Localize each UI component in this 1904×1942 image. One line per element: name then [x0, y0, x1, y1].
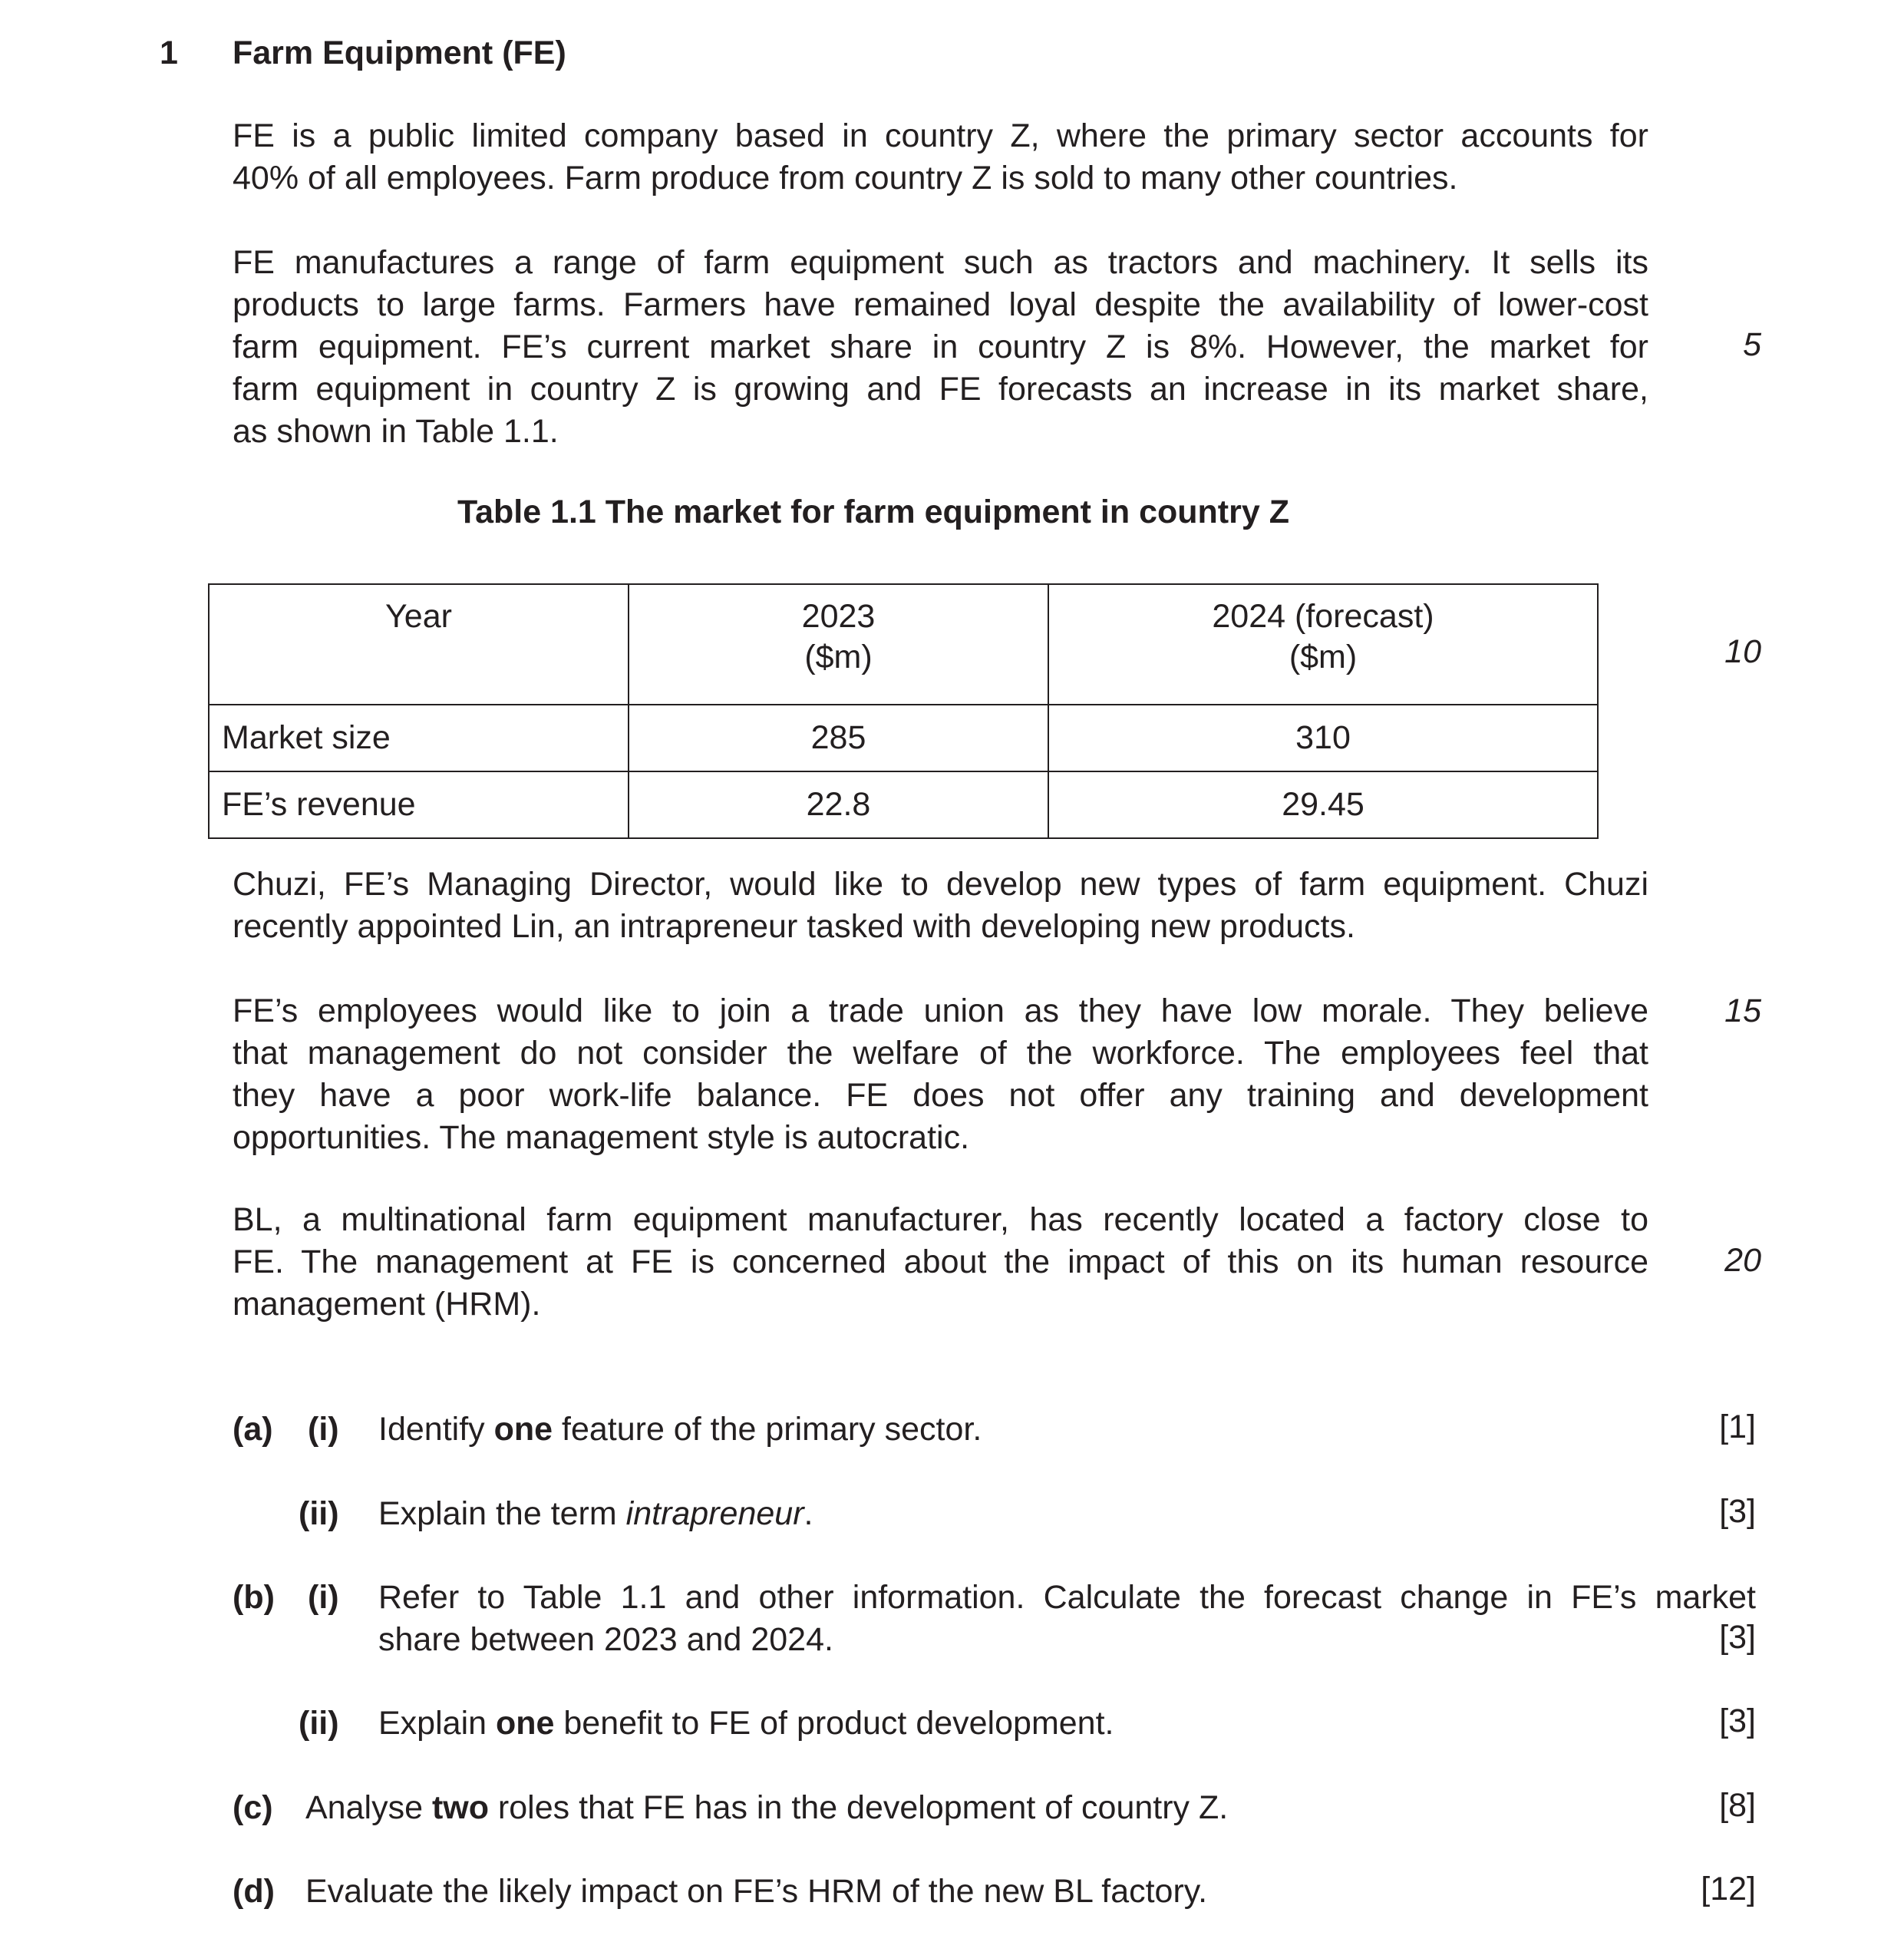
subquestion-b-label: (b) [233, 1579, 275, 1616]
line-number: 15 [1724, 992, 1761, 1029]
market-table [208, 583, 1599, 839]
question-title: Farm Equipment (FE) [233, 35, 566, 71]
paragraph-line: FE is a public limited company based in country Z, where the primary sector accounts for [233, 117, 1648, 154]
paragraph-4 [233, 990, 1648, 1159]
paragraph-line: FE. The management at FE is concerned about the impact of this on its human resource [233, 1243, 1648, 1280]
paragraph-line: Chuzi, FE’s Managing Director, would like to develop new types of farm equipment. Chuzi [233, 866, 1648, 903]
subquestion-d-text: Evaluate the likely impact on FE’s HRM of the new BL factory. [305, 1873, 1208, 1910]
paragraph-2 [233, 242, 1648, 453]
line-number: 20 [1724, 1242, 1761, 1279]
subquestion-c-text: Analyse two roles that FE has in the development of country Z. [305, 1789, 1229, 1826]
table-row [209, 705, 1598, 771]
row-label: FE’s revenue [209, 771, 629, 838]
paragraph-1 [233, 115, 1648, 200]
marks: [1] [1719, 1409, 1756, 1445]
header-2023: 2023 ($m) [629, 584, 1048, 705]
cell-value: 29.45 [1048, 771, 1598, 838]
subquestion-b-i-line: Refer to Table 1.1 and other information. Calculate the forecast change in FE’s market [378, 1579, 1756, 1616]
paragraph-line: FE’s employees would like to join a trade union as they have low morale. They believe [233, 992, 1648, 1029]
paragraph-line: that management do not consider the welfare of the workforce. The employees feel that [233, 1035, 1648, 1072]
paragraph-3 [233, 864, 1648, 948]
subquestion-b-i-label: (i) [308, 1579, 339, 1616]
subquestion-c-label: (c) [233, 1789, 273, 1826]
marks: [3] [1719, 1619, 1756, 1656]
paragraph-line: farm equipment. FE’s current market share in country Z is 8%. However, the market for [233, 329, 1648, 365]
header-2024: 2024 (forecast) ($m) [1048, 584, 1598, 705]
subquestion-b-ii-label: (ii) [299, 1705, 339, 1742]
paragraph-line: as shown in Table 1.1. [233, 413, 559, 450]
line-number: 5 [1743, 326, 1761, 363]
paragraph-line: management (HRM). [233, 1286, 541, 1323]
header-year: Year [209, 584, 629, 705]
cell-value: 285 [629, 705, 1048, 771]
subquestion-b-i-line: share between 2023 and 2024. [378, 1621, 833, 1658]
marks: [12] [1701, 1871, 1756, 1907]
subquestion-d-label: (d) [233, 1873, 275, 1910]
row-label: Market size [209, 705, 629, 771]
paragraph-line: FE manufactures a range of farm equipment such as tractors and machinery. It sells its [233, 244, 1648, 281]
paragraph-5 [233, 1199, 1648, 1326]
subquestion-a-ii-label: (ii) [299, 1495, 339, 1532]
cell-value: 310 [1048, 705, 1598, 771]
question-number: 1 [160, 35, 178, 71]
marks: [3] [1719, 1703, 1756, 1739]
table-caption: Table 1.1 The market for farm equipment in country Z [457, 494, 1289, 530]
paragraph-line: BL, a multinational farm equipment manufacturer, has recently located a factory close to [233, 1201, 1648, 1238]
subquestion-a-i-label: (i) [308, 1411, 339, 1448]
subquestion-b-ii-text: Explain one benefit to FE of product development. [378, 1705, 1114, 1742]
marks: [3] [1719, 1493, 1756, 1530]
paragraph-line: 40% of all employees. Farm produce from country Z is sold to many other countries. [233, 160, 1458, 197]
table-row [209, 771, 1598, 838]
cell-value: 22.8 [629, 771, 1048, 838]
paragraph-line: recently appointed Lin, an intrapreneur tasked with developing new products. [233, 908, 1355, 945]
paragraph-line: farm equipment in country Z is growing and FE forecasts an increase in its market share, [233, 371, 1648, 408]
subquestion-a-i-text: Identify one feature of the primary sector. [378, 1411, 982, 1448]
marks: [8] [1719, 1787, 1756, 1824]
paragraph-line: opportunities. The management style is autocratic. [233, 1119, 970, 1156]
table-header-row [209, 584, 1598, 705]
line-number: 10 [1724, 633, 1761, 670]
subquestion-a-ii-text: Explain the term intrapreneur. [378, 1495, 813, 1532]
paragraph-line: products to large farms. Farmers have remained loyal despite the availability of lower-cost [233, 286, 1648, 323]
subquestion-a-label: (a) [233, 1411, 273, 1448]
paragraph-line: they have a poor work-life balance. FE does not offer any training and development [233, 1077, 1648, 1114]
